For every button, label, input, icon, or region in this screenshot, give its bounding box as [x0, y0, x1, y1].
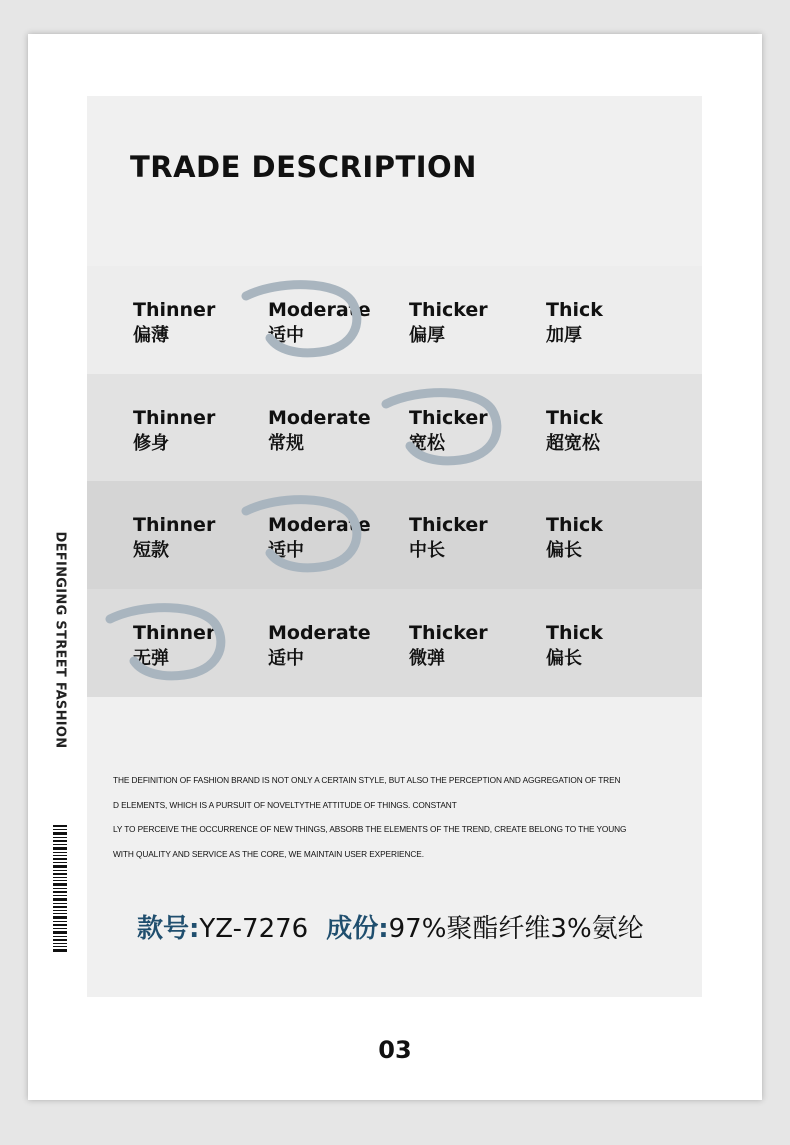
- option-cell: [133, 406, 215, 456]
- option-en: Thinner: [133, 407, 216, 429]
- option-cell: [409, 621, 488, 671]
- option-zh: 微弹: [409, 648, 445, 669]
- option-cell: [409, 298, 488, 348]
- option-cell: [133, 298, 215, 348]
- option-zh: 适中: [268, 648, 304, 669]
- option-cell: [409, 513, 488, 563]
- side-slogan: DEFINGING STREET FASHION: [52, 531, 68, 749]
- option-cell: [546, 406, 603, 456]
- option-cell: [133, 621, 215, 671]
- option-zh: 超宽松: [546, 433, 600, 454]
- option-zh: 短款: [133, 540, 169, 561]
- barcode-icon: [53, 825, 67, 953]
- option-en: Thick: [546, 407, 603, 429]
- option-zh: 加厚: [546, 325, 582, 346]
- option-en: Thick: [546, 622, 603, 644]
- option-en: Thinner: [133, 514, 216, 536]
- description-line: WITH QUALITY AND SERVICE AS THE CORE, WE MAINTAIN USER EXPERIENCE.: [113, 848, 424, 859]
- attribute-row-length: [87, 481, 702, 589]
- option-zh: 宽松: [409, 433, 445, 454]
- attribute-row-fit: [87, 374, 702, 482]
- option-en: Thick: [546, 514, 603, 536]
- option-en: Thicker: [409, 407, 488, 429]
- option-en: Thick: [546, 299, 603, 321]
- option-cell: [546, 298, 603, 348]
- description-line: LY TO PERCEIVE THE OCCURRENCE OF NEW THINGS, ABSORB THE ELEMENTS OF THE TREND, CREATE BELONG TO THE YOUNG: [113, 824, 627, 834]
- option-cell: [268, 406, 371, 456]
- option-cell: [268, 298, 371, 348]
- option-cell: [268, 513, 371, 563]
- option-en: Thinner: [133, 299, 216, 321]
- option-cell: [546, 513, 603, 563]
- style-number-value: YZ-7276: [199, 914, 309, 944]
- option-en: Moderate: [268, 514, 371, 536]
- option-zh: 偏薄: [133, 325, 169, 346]
- attribute-row-thickness: [87, 266, 702, 374]
- composition-value: 97%聚酯纤维3%氨纶: [388, 914, 644, 944]
- page-number: 03: [378, 1036, 412, 1064]
- option-zh: 偏长: [546, 648, 582, 669]
- description-line: D ELEMENTS, WHICH IS A PURSUIT OF NOVELTYTHE ATTITUDE OF THINGS. CONSTANT: [113, 799, 457, 810]
- option-cell: [133, 513, 215, 563]
- option-cell: [546, 621, 603, 671]
- option-zh: 无弹: [133, 648, 169, 669]
- option-zh: 偏厚: [409, 325, 445, 346]
- description-line: THE DEFINITION OF FASHION BRAND IS NOT ONLY A CERTAIN STYLE, BUT ALSO THE PERCEPTION AND AGGREGATION OF TREN: [113, 775, 621, 785]
- option-zh: 适中: [268, 540, 304, 561]
- option-en: Thicker: [409, 514, 488, 536]
- option-cell: [409, 406, 488, 456]
- option-zh: 偏长: [546, 540, 582, 561]
- option-en: Moderate: [268, 622, 371, 644]
- option-en: Moderate: [268, 299, 371, 321]
- option-zh: 中长: [409, 540, 445, 561]
- option-cell: [268, 621, 371, 671]
- option-en: Thicker: [409, 622, 488, 644]
- product-info: [137, 908, 644, 945]
- option-zh: 修身: [133, 433, 169, 454]
- option-zh: 适中: [268, 325, 304, 346]
- attribute-row-elasticity: [87, 589, 702, 697]
- style-number-label: 款号:: [137, 914, 200, 944]
- option-en: Thicker: [409, 299, 488, 321]
- page-title: TRADE DESCRIPTION: [130, 150, 477, 184]
- option-en: Moderate: [268, 407, 371, 429]
- composition-label: 成份:: [326, 914, 389, 944]
- brand-description: [113, 770, 673, 868]
- option-en: Thinner: [133, 622, 216, 644]
- option-zh: 常规: [268, 433, 304, 454]
